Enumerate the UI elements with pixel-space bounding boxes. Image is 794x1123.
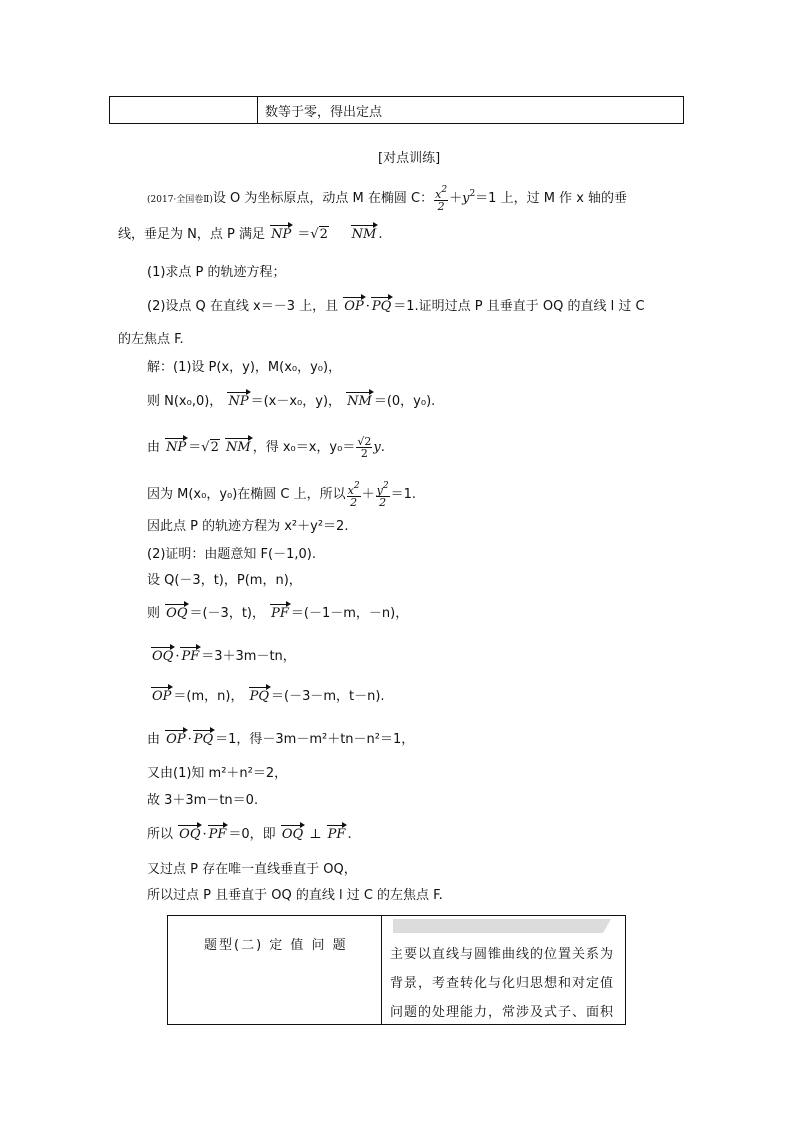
table-cell-text: 数等于零，得出定点 <box>265 105 383 120</box>
problem-line-2: 线，垂足为 N，点 P 满足 NP ＝√2 NM . <box>118 227 383 242</box>
problem-line2-text: 线，垂足为 N，点 P 满足 <box>118 227 265 242</box>
top-table <box>109 96 684 124</box>
solution-line-14: 所以 OQ · PF ＝0，即 OQ ⊥ PF . <box>147 827 352 842</box>
vector-pq: PQ <box>249 689 269 704</box>
header-bar <box>393 919 603 933</box>
solution-line-3: 由 NP ＝√2 NM ，得 x₀＝x，y₀＝ $\frac{√2}{2}$ y. <box>147 435 385 460</box>
solution-line-9: OQ · PF ＝3＋3m－tn， <box>152 649 296 664</box>
vector-pq: PQ <box>193 732 214 747</box>
solution-line-10: OP ＝(m，n)， PQ ＝(－3－m，t－n). <box>152 689 385 704</box>
vector-op: OP <box>152 689 172 704</box>
problem-part2: (2)设点 Q 在直线 x＝－3 上，且 OP · PQ ＝1.证明过点 P 且垂直于 OQ 的直线 l 过 C <box>147 299 645 314</box>
problem-ellipse-tail: ＝1 上，过 M 作 x 轴的垂 <box>475 191 628 206</box>
vector-pf: PF <box>327 827 346 842</box>
vector-nm: NM <box>347 394 372 409</box>
ellipse-fraction: $\frac{x^2}{2}$ <box>435 185 448 213</box>
problem-part1: (1)求点 P 的轨迹方程； <box>147 265 286 280</box>
vector-pf: PF <box>271 606 289 621</box>
vector-oq: OQ <box>281 827 304 842</box>
solution-line-11: 由 OP · PQ ＝1，得－3m－m²＋tn－n²＝1， <box>147 732 415 747</box>
vector-pf: PF <box>181 649 200 664</box>
sqrt2-over-2: $\frac{√2}{2}$ <box>357 435 372 460</box>
solution-line-1: 解：(1)设 P(x，y)，M(x₀，y₀)， <box>147 360 342 375</box>
problem-line-1: (2017·全国卷Ⅱ)设 O 为坐标原点，动点 M 在椭圆 C： $\frac{x^2}{2}$ $+y^2=1$ 上，过 M 作 x 轴的垂 <box>147 185 628 213</box>
solution-line-4: 因为 M(x₀，y₀)在椭圆 C 上，所以 $\frac{x^2}{2}$ ＋ $\frac{y^2}{2}$ ＝1. <box>147 481 416 509</box>
vector-np: NP <box>166 440 187 455</box>
table-divider <box>257 97 258 123</box>
solution-line-15: 又过点 P 存在唯一直线垂直于 OQ， <box>147 862 357 877</box>
vector-op: OP <box>166 732 186 747</box>
vector-oq: OQ <box>166 606 188 621</box>
problem-source: (2017·全国卷Ⅱ) <box>147 195 213 205</box>
solution-line-7: 设 Q(－3，t)，P(m，n)， <box>147 573 302 588</box>
vector-nm: NM <box>351 227 377 242</box>
question-type-description: 主要以直线与圆锥曲线的位置关系为背景，考查转化与化归思想和对定值问题的处理能力，常涉及式子、面积 <box>390 947 615 1020</box>
vector-pq: PQ <box>371 299 392 314</box>
solution-line-5: 因此点 P 的轨迹方程为 x²＋y²＝2. <box>147 519 349 534</box>
solution-line-8: 则 OQ ＝(－3，t)， PF ＝(－1－m，－n)， <box>147 606 409 621</box>
vector-op: OP <box>344 299 364 314</box>
table-divider <box>381 916 382 1024</box>
solution-line-13: 故 3＋3m－tn＝0. <box>147 793 259 808</box>
vector-pf: PF <box>208 827 227 842</box>
solution-line-6: (2)证明：由题意知 F(－1,0). <box>147 547 316 562</box>
solution-line-2: 则 N(x₀,0)， NP ＝(x－x₀，y)， NM ＝(0，y₀). <box>147 394 436 409</box>
vector-np: NP <box>271 227 292 242</box>
problem-part2-cont: 的左焦点 F. <box>118 332 184 347</box>
vector-np: NP <box>228 394 249 409</box>
solution-line-16: 所以过点 P 且垂直于 OQ 的直线 l 过 C 的左焦点 F. <box>147 888 443 903</box>
section-title: [对点训练] <box>378 151 441 166</box>
vector-oq: OQ <box>179 827 201 842</box>
vector-oq: OQ <box>152 649 174 664</box>
solution-line-12: 又由(1)知 m²＋n²＝2， <box>147 766 288 781</box>
bottom-table <box>167 915 626 1025</box>
vector-nm: NM <box>226 440 251 455</box>
problem-intro: 设 O 为坐标原点，动点 M 在椭圆 C： <box>212 191 434 206</box>
question-type-title: 题型(二) 定 值 问 题 <box>204 938 348 953</box>
